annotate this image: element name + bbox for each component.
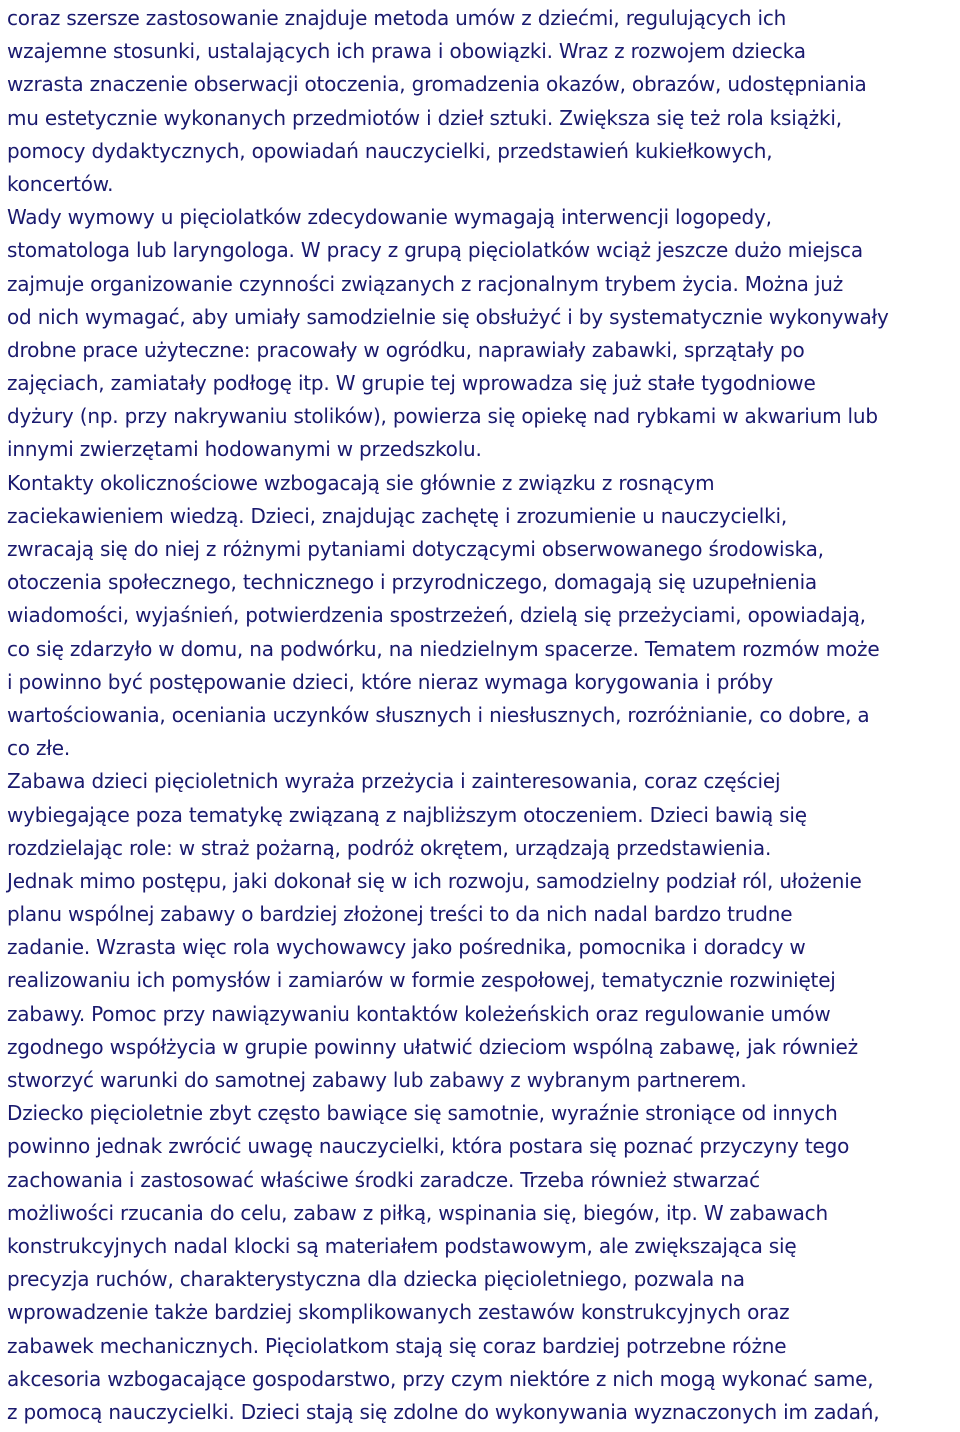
text-line: wiadomości, wyjaśnień, potwierdzenia spostrzeżeń, dzielą się przeżyciami, opowiadają, xyxy=(7,603,866,628)
text-line: dyżury (np. przy nakrywaniu stolików), powierza się opiekę nad rybkami w akwarium lub xyxy=(7,404,878,429)
text-line: Dziecko pięcioletnie zbyt często bawiące się samotnie, wyraźnie stroniące od innych xyxy=(7,1101,838,1126)
text-line: zgodnego współżycia w grupie powinny ułatwić dzieciom wspólną zabawę, jak również xyxy=(7,1034,858,1059)
text-line: zabawek mechanicznych. Pięciolatkom stają się coraz bardziej potrzebne różne xyxy=(7,1333,787,1358)
text-line: możliwości rzucania do celu, zabaw z piłką, wspinania się, biegów, itp. W zabawach xyxy=(7,1200,828,1225)
body-text xyxy=(7,2,954,1429)
text-line: rozdzielając role: w straż pożarną, podróż okrętem, urządzają przedstawienia. xyxy=(7,835,772,860)
text-line: zadanie. Wzrasta więc rola wychowawcy jako pośrednika, pomocnika i doradcy w xyxy=(7,935,806,960)
text-line: Kontakty okolicznościowe wzbogacają sie głównie z związku z rosnącym xyxy=(7,470,715,495)
text-line: drobne prace użyteczne: pracowały w ogródku, naprawiały zabawki, sprzątały po xyxy=(7,337,805,362)
text-line: konstrukcyjnych nadal klocki są materiałem podstawowym, ale zwiększająca się xyxy=(7,1233,797,1258)
text-line: co się zdarzyło w domu, na podwórku, na niedzielnym spacerze. Tematem rozmów może xyxy=(7,636,880,661)
text-line: wzrasta znaczenie obserwacji otoczenia, gromadzenia okazów, obrazów, udostępniania xyxy=(7,72,867,97)
text-line: Wady wymowy u pięciolatków zdecydowanie wymagają interwencji logopedy, xyxy=(7,205,772,230)
text-line: wybiegające poza tematykę związaną z najbliższym otoczeniem. Dzieci bawią się xyxy=(7,802,807,827)
text-line: coraz szersze zastosowanie znajduje metoda umów z dziećmi, regulujących ich xyxy=(7,6,787,30)
text-line: stworzyć warunki do samotnej zabawy lub zabawy z wybranym partnerem. xyxy=(7,1068,747,1092)
text-line: koncertów. xyxy=(7,171,114,196)
text-line: innymi zwierzętami hodowanymi w przedszkolu. xyxy=(7,437,482,462)
text-line: zajmuje organizowanie czynności związanych z racjonalnym trybem życia. Można już xyxy=(7,271,844,296)
text-line: wzajemne stosunki, ustalających ich prawa i obowiązki. Wraz z rozwojem dziecka xyxy=(7,39,806,64)
text-line: zabawy. Pomoc przy nawiązywaniu kontaktów koleżeńskich oraz regulowanie umów xyxy=(7,1001,831,1026)
text-line: wartościowania, oceniania uczynków słusznych i niesłusznych, rozróżnianie, co dobre, a xyxy=(7,702,870,727)
text-line: zajęciach, zamiatały podłogę itp. W grupie tej wprowadza się już stałe tygodniowe xyxy=(7,371,816,396)
text-line: stomatologa lub laryngologa. W pracy z grupą pięciolatków wciąż jeszcze dużo miejsca xyxy=(7,238,863,263)
text-line: mu estetycznie wykonanych przedmiotów i dzieł sztuki. Zwiększa się też rola książki, xyxy=(7,105,842,130)
text-line: zwracają się do niej z różnymi pytaniami dotyczącymi obserwowanego środowiska, xyxy=(7,537,824,561)
text-line: zachowania i zastosować właściwe środki zaradcze. Trzeba również stwarzać xyxy=(7,1167,760,1192)
text-line: planu wspólnej zabawy o bardziej złożonej treści to da nich nadal bardzo trudne xyxy=(7,902,793,927)
text-line: precyzja ruchów, charakterystyczna dla dziecka pięcioletniego, pozwala na xyxy=(7,1267,745,1292)
text-line: realizowaniu ich pomysłów i zamiarów w formie zespołowej, tematycznie rozwiniętej xyxy=(7,968,836,993)
text-line: otoczenia społecznego, technicznego i przyrodniczego, domagają się uzupełnienia xyxy=(7,570,817,595)
text-line: Jednak mimo postępu, jaki dokonał się w ich rozwoju, samodzielny podział ról, ułożenie xyxy=(7,868,862,893)
text-line: akcesoria wzbogacające gospodarstwo, przy czym niektóre z nich mogą wykonać same, xyxy=(7,1366,874,1391)
text-line: i powinno być postępowanie dzieci, które nieraz wymaga korygowania i próby xyxy=(7,669,773,694)
text-line: Zabawa dzieci pięcioletnich wyraża przeżycia i zainteresowania, coraz częściej xyxy=(7,769,781,794)
text-line: powinno jednak zwrócić uwagę nauczycielki, która postara się poznać przyczyny tego xyxy=(7,1134,850,1159)
text-line: pomocy dydaktycznych, opowiadań nauczycielki, przedstawień kukiełkowych, xyxy=(7,138,773,163)
text-line: od nich wymagać, aby umiały samodzielnie się obsłużyć i by systematycznie wykonywały xyxy=(7,304,889,329)
text-line: z pomocą nauczycielki. Dzieci stają się zdolne do wykonywania wyznaczonych im zadań, xyxy=(7,1399,880,1424)
text-line: zaciekawieniem wiedzą. Dzieci, znajdując zachętę i zrozumienie u nauczycielki, xyxy=(7,503,787,528)
text-line: co złe. xyxy=(7,736,71,761)
text-line: wprowadzenie także bardziej skomplikowanych zestawów konstrukcyjnych oraz xyxy=(7,1300,790,1325)
